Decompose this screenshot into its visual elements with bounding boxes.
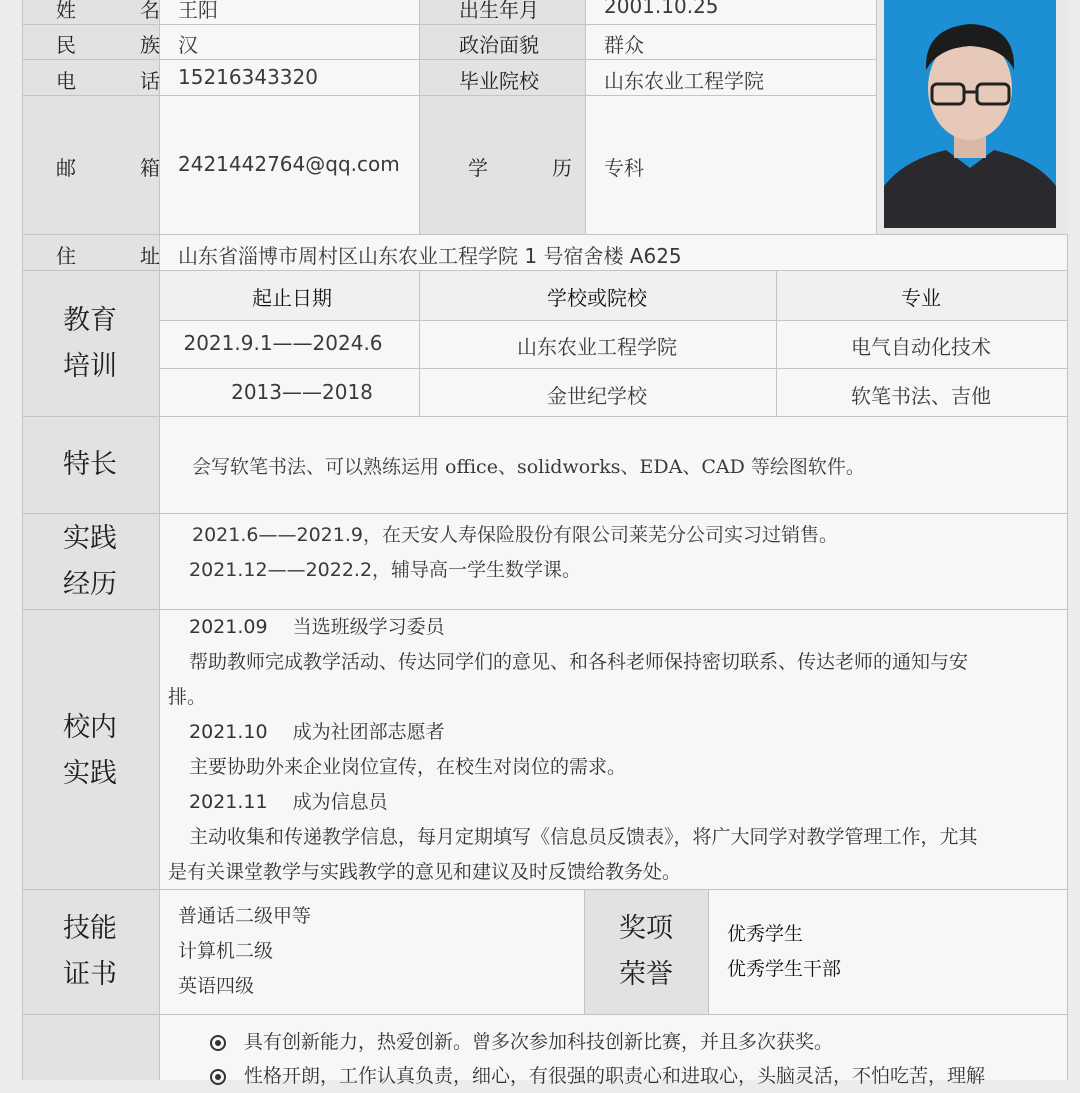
practice-item-2: 2021.12——2022.2，辅导高一学生数学课。 <box>189 559 582 581</box>
political-value: 群众 <box>604 33 644 57</box>
bullet-icon <box>210 1069 226 1085</box>
education-row1-school: 山东农业工程学院 <box>517 335 677 359</box>
education-header-school: 学校或院校 <box>547 286 647 310</box>
skill-item: 英语四级 <box>178 975 255 997</box>
education-row2-major: 软笔书法、吉他 <box>851 384 991 408</box>
award-item: 优秀学生干部 <box>727 958 842 980</box>
skills-label: 技能 证书 <box>63 913 117 990</box>
skill-item: 计算机二级 <box>178 940 274 962</box>
campus-line: 2021.10 成为社团部志愿者 <box>189 721 445 743</box>
specialty-label: 特长 <box>63 449 117 480</box>
self-eval-item: 具有创新能力，热爱创新。曾多次参加科技创新比赛，并且多次获奖。 <box>210 1025 1060 1059</box>
birth-value: 2001.10.25 <box>604 0 719 18</box>
education-header-major: 专业 <box>901 286 941 310</box>
address-label: 住 址 <box>56 244 182 268</box>
campus-line: 主动收集和传递教学信息，每月定期填写《信息员反馈表》，将广大同学对教学管理工作，尤其 <box>189 826 978 848</box>
awards-list <box>727 917 841 987</box>
self-eval-list <box>210 1025 1060 1093</box>
phone-value: 15216343320 <box>178 65 318 89</box>
degree-label: 学 历 <box>468 156 594 180</box>
address-value: 山东省淄博市周村区山东农业工程学院 1 号宿舍楼 A625 <box>178 244 682 268</box>
awards-label: 奖项 荣誉 <box>619 913 673 990</box>
name-value: 王阳 <box>178 0 218 22</box>
self-eval-item: 性格开朗，工作认真负责，细心，有很强的职责心和进取心，头脑灵活，不怕吃苦，理解 <box>210 1059 1060 1093</box>
birth-label: 出生年月 <box>459 0 539 22</box>
ethnicity-value: 汉 <box>178 33 198 57</box>
award-item: 优秀学生 <box>727 923 804 945</box>
education-row2-dates: 2013——2018 <box>231 380 373 404</box>
education-row1-major: 电气自动化技术 <box>851 335 991 359</box>
email-label: 邮 箱 <box>56 156 182 180</box>
school-value: 山东农业工程学院 <box>604 69 764 93</box>
ethnicity-label: 民 族 <box>56 33 182 57</box>
education-header-dates: 起止日期 <box>252 286 332 310</box>
campus-line: 2021.11 成为信息员 <box>189 791 388 813</box>
campus-label: 校内 实践 <box>63 712 117 789</box>
school-label: 毕业院校 <box>459 69 539 93</box>
degree-value: 专科 <box>604 156 644 180</box>
practice-item-1: 2021.6——2021.9，在天安人寿保险股份有限公司莱芜分公司实习过销售。 <box>192 524 838 546</box>
skill-item: 普通话二级甲等 <box>178 905 312 927</box>
campus-line: 是有关课堂教学与实践教学的意见和建议及时反馈给教务处。 <box>168 861 682 883</box>
education-row1-dates: 2021.9.1——2024.6 <box>183 331 383 355</box>
email-value: 2421442764@qq.com <box>178 152 400 176</box>
campus-line: 帮助教师完成教学活动、传达同学们的意见、和各科老师保持密切联系、传达老师的通知与安 <box>189 651 969 673</box>
campus-line: 排。 <box>168 686 207 708</box>
profile-photo <box>884 0 1056 228</box>
skills-list <box>178 899 311 1004</box>
campus-line: 2021.09 当选班级学习委员 <box>189 616 445 638</box>
bullet-icon <box>210 1035 226 1051</box>
phone-label: 电 话 <box>56 69 182 93</box>
specialty-text: 会写软笔书法、可以熟练运用 office、solidworks、EDA、CAD 等绘图软件。 <box>192 456 865 478</box>
campus-line: 主要协助外来企业岗位宣传，在校生对岗位的需求。 <box>189 756 627 778</box>
name-label: 姓 名 <box>56 0 182 22</box>
education-row2-school: 金世纪学校 <box>547 384 647 408</box>
campus-content <box>168 610 1058 890</box>
practice-label: 实践 经历 <box>63 523 117 600</box>
political-label: 政治面貌 <box>459 33 539 57</box>
education-label: 教育 培训 <box>63 305 117 382</box>
